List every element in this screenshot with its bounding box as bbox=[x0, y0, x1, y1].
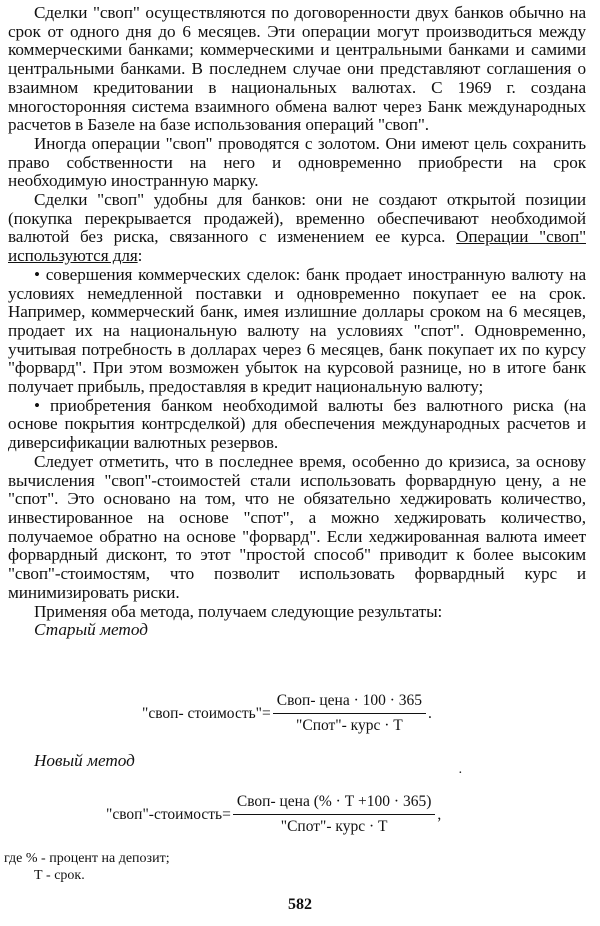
bullet-currency-acquisition: • приобретения банком необходимой валюты без валютного риска (на основе покрытия контрсделкой) для обеспечения международных расчетов и диверсификации валютных резервов. bbox=[8, 395, 586, 453]
new-formula-numerator: Своп- цена (% · Т +100 · 365) bbox=[233, 793, 436, 815]
new-formula-denominator: "Спот"- курс · Т bbox=[280, 818, 388, 835]
old-formula-lhs: "своп- стоимость"= bbox=[142, 704, 271, 722]
paragraph-both-methods: Применяя оба метода, получаем следующие результаты: bbox=[34, 601, 443, 621]
old-method-label: Старый метод bbox=[34, 620, 148, 640]
new-formula-fraction bbox=[233, 793, 436, 836]
old-formula-tail: . bbox=[428, 704, 432, 722]
page-number: 582 bbox=[288, 896, 312, 913]
old-formula-fraction bbox=[273, 692, 426, 735]
benefits-text: Сделки "своп" удобны для банков: они не создают открытой позиции (покупка перекрывается продажей), временно обеспечивают необходимой валютой без риска, связанного с изменением ее курса. bbox=[8, 190, 586, 247]
bullet-commercial-deals: • совершения коммерческих сделок: банк продает иностранную валюту на условиях немедленной поставки и одновременно покупает ее на срок. Например, коммерческий банк, имея излишние доллары сроком на 6 месяцев, продает их на национальную валюту на условиях "спот". Одновременно, учитывая потребность в долларах через 6 месяцев, банк покупает их по курсу "форвард". При этом возможен убыток на курсовой разнице, но в итоге банк получает прибыль, предоставляя в кредит национальную валюту; bbox=[8, 264, 586, 397]
paragraph-forward-price: Следует отметить, что в последнее время, особенно до кризиса, за основу вычисления "своп"-стоимостей стали использовать форвардную цену, а не "спот". Это основано на том, что не обязательно хеджировать количество, инвестированное на основе "спот", а можно хеджировать количество, получаемое обратно на основе "форвард". Если хеджированная валюта имеет форвардный дисконт, то этот "простой способ" приводит к более высоким "своп"-стоимостям, что позволит использовать форвардный курс и минимизировать риски. bbox=[8, 451, 586, 602]
benefits-underlined-text: Операции "своп" используются для bbox=[8, 227, 586, 266]
paragraph-swap-definition: Сделки "своп" осуществляются по договоренности двух банков обычно на срок от одного дня до 6 месяцев. Эти операции могут производиться между коммерческими банками; коммерческими и центральными банками и самими центральными банками. В последнем случае они представляют соглашения о взаимном кредитовании в национальных валютах. С 1969 г. создана многосторонняя система взаимного обмена валют через Банк международных расчетов в Базеле на базе использования операций "своп". bbox=[8, 3, 586, 135]
stray-mark: · bbox=[458, 766, 463, 781]
old-method-formula bbox=[142, 692, 432, 735]
new-method-label: Новый метод bbox=[34, 751, 135, 770]
legend-term: Т - срок. bbox=[34, 868, 85, 883]
new-formula-lhs: "своп"-стоимость= bbox=[106, 805, 231, 823]
paragraph-gold-swap: Иногда операции "своп" проводятся с золотом. Они имеют цель сохранить право собственности на него и одновременно приобрести на срок необходимую иностранную марку. bbox=[8, 133, 586, 191]
old-formula-numerator: Своп- цена · 100 · 365 bbox=[273, 692, 426, 714]
legend-percent: где % - процент на депозит; bbox=[4, 851, 170, 866]
benefits-colon: : bbox=[137, 246, 143, 266]
paragraph-swap-benefits bbox=[8, 191, 586, 266]
new-method-formula bbox=[106, 793, 441, 836]
formula-legend bbox=[4, 850, 170, 884]
new-formula-tail: , bbox=[437, 805, 442, 823]
old-formula-denominator: "Спот"- курс · Т bbox=[296, 717, 403, 734]
